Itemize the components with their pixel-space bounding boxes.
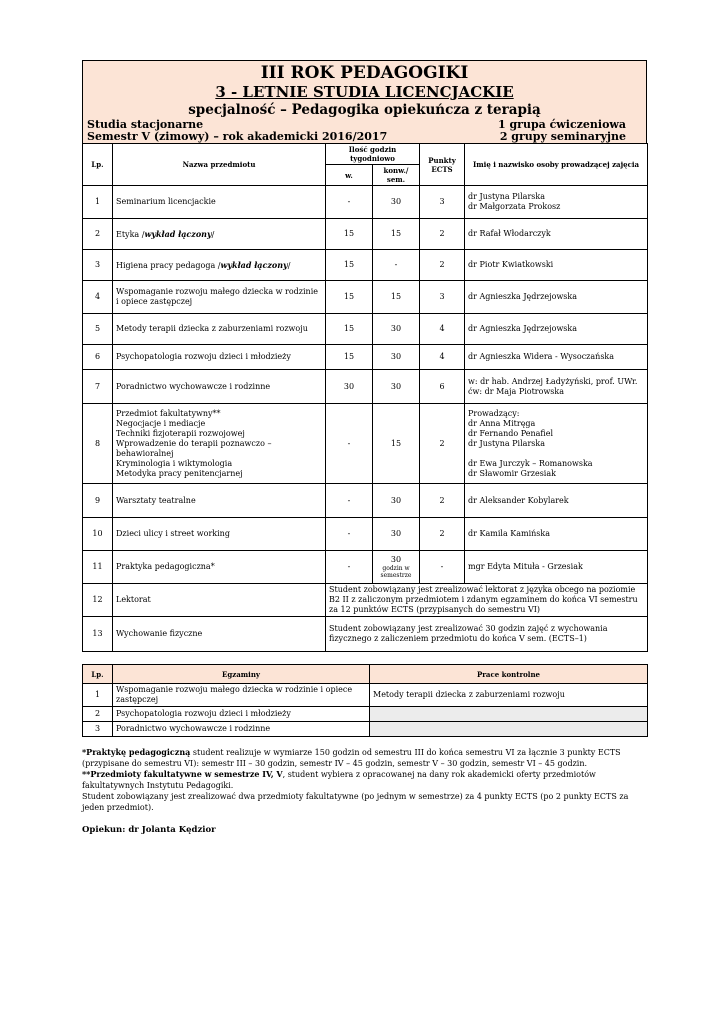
col-konw: konw./ sem.	[373, 165, 420, 186]
row-subject: Lektorat	[113, 584, 326, 617]
row-w: -	[326, 484, 373, 518]
konw-value: 30	[390, 529, 402, 538]
row-ects: 3	[420, 281, 465, 314]
table-row	[83, 617, 648, 652]
subject-suffix: /	[211, 229, 215, 239]
row-teacher: dr Rafał Włodarczyk	[465, 219, 648, 250]
work-name: Metody terapii dziecka z zaburzeniami rozwoju	[370, 684, 648, 707]
row-subject: Wychowanie fizyczne	[113, 617, 326, 652]
row-konw	[373, 518, 420, 551]
subject-lecture-note: wykład łączony	[144, 228, 212, 239]
specialty-title: specjalność – Pedagogika opiekuńcza z terapią	[188, 102, 541, 118]
title-block	[82, 60, 647, 143]
row-teacher: dr Agnieszka Jędrzejowska	[465, 281, 648, 314]
row-subject	[113, 219, 326, 250]
col-teacher: Imię i nazwisko osoby prowadzącej zajęcia	[465, 144, 648, 186]
row-lp: 10	[83, 518, 113, 551]
row-teacher: dr Kamila Kamińska	[465, 518, 648, 551]
supervisor: Opiekun: dr Jolanta Kędzior	[82, 825, 216, 835]
note-electives: **Przedmioty fakultatywne w semestrze IV, V, student wybiera z opracowanej na dany rok akademicki oferty przedmiotów fakultatywnych Instytutu Pedagogiki.	[82, 769, 596, 790]
page-title: III ROK PEDAGOGIKI	[260, 63, 469, 83]
row-ects: 2	[420, 219, 465, 250]
table-row	[83, 370, 648, 404]
row-teacher: mgr Edyta Mituła - Grzesiak	[465, 551, 648, 584]
work-name	[370, 707, 648, 722]
row-w: 15	[326, 250, 373, 281]
row-teacher: dr Aleksander Kobylarek	[465, 484, 648, 518]
table-row	[83, 250, 648, 281]
row-ects: 3	[420, 186, 465, 219]
schedule-table	[82, 143, 648, 652]
col-hours: Ilość godzin tygodniowo	[326, 144, 420, 165]
row-teacher: Prowadzący: dr Anna Mitręga dr Fernando Penafiel dr Justyna Pilarska dr Ewa Jurczyk – Romanowska dr Sławomir Grzesiak	[465, 404, 648, 484]
row-konw	[373, 551, 420, 584]
exam-col-exams: Egzaminy	[113, 665, 370, 684]
row-konw	[373, 345, 420, 370]
row-ects: 2	[420, 518, 465, 551]
row-ects: 4	[420, 345, 465, 370]
row-lp: 5	[83, 314, 113, 345]
table-row	[83, 584, 648, 617]
table-row	[83, 219, 648, 250]
row-konw	[373, 484, 420, 518]
row-ects: 2	[420, 250, 465, 281]
row-lp: 8	[83, 404, 113, 484]
table-row	[83, 314, 648, 345]
row-subject: Warsztaty teatralne	[113, 484, 326, 518]
row-w: -	[326, 186, 373, 219]
konw-value: -	[394, 260, 398, 269]
groups-seminar: 2 grupy seminaryjne	[499, 130, 626, 143]
col-lp: Lp.	[83, 144, 113, 186]
row-teacher: w: dr hab. Andrzej Ładyżyński, prof. UWr. ćw: dr Maja Piotrowska	[465, 370, 648, 404]
row-ects: 6	[420, 370, 465, 404]
row-subject: Wspomaganie rozwoju małego dziecka w rodzinie i opiece zastępczej	[113, 281, 326, 314]
exam-lp: 2	[83, 707, 113, 722]
subject-text: Higiena pracy pedagoga /	[116, 260, 221, 270]
row-ects: 2	[420, 484, 465, 518]
semester-label: Semestr V (zimowy) – rok akademicki 2016/2017	[87, 130, 388, 143]
row-w: 15	[326, 219, 373, 250]
konw-value: 30	[390, 324, 402, 333]
row-ects: 4	[420, 314, 465, 345]
row-teacher: dr Justyna Pilarska dr Małgorzata Prokosz	[465, 186, 648, 219]
row-lp: 12	[83, 584, 113, 617]
subject-lecture-note: wykład łączony	[220, 259, 288, 270]
row-subject: Praktyka pedagogiczna*	[113, 551, 326, 584]
exam-row	[83, 722, 648, 737]
row-lp: 11	[83, 551, 113, 584]
exam-row	[83, 684, 648, 707]
row-subject: Metody terapii dziecka z zaburzeniami rozwoju	[113, 314, 326, 345]
row-subject: Przedmiot fakultatywny** Negocjacje i mediacje Techniki fizjoterapii rozwojowej Wprowadzenie do terapii poznawczo – behawioralnej Kryminologia i wiktymologia Metodyka pracy penitencjarnej	[113, 404, 326, 484]
exam-name: Psychopatologia rozwoju dzieci i młodzieży	[113, 707, 370, 722]
exam-lp: 3	[83, 722, 113, 737]
konw-value: 15	[390, 438, 402, 448]
row-subject	[113, 250, 326, 281]
row-lp: 7	[83, 370, 113, 404]
row-subject: Seminarium licencjackie	[113, 186, 326, 219]
groups-exercise: 1 grupa ćwiczeniowa	[497, 118, 626, 131]
row-konw	[373, 219, 420, 250]
row-konw	[373, 314, 420, 345]
table-row	[83, 186, 648, 219]
col-w: w.	[326, 165, 373, 186]
konw-value: 30	[390, 352, 402, 361]
subject-suffix: /	[287, 260, 291, 270]
row-konw	[373, 370, 420, 404]
exam-col-works: Prace kontrolne	[370, 665, 648, 684]
row-teacher: dr Agnieszka Jędrzejowska	[465, 314, 648, 345]
row-konw	[373, 404, 420, 484]
exam-col-lp: Lp.	[83, 665, 113, 684]
konw-value: 15	[390, 229, 402, 238]
row-w: 15	[326, 314, 373, 345]
row-subject: Dzieci ulicy i street working	[113, 518, 326, 551]
row-lp: 6	[83, 345, 113, 370]
row-w: 30	[326, 370, 373, 404]
row-teacher: dr Piotr Kwiatkowski	[465, 250, 648, 281]
table-row	[83, 404, 648, 484]
semester-row	[87, 131, 642, 143]
row-lp: 3	[83, 250, 113, 281]
row-w: 15	[326, 281, 373, 314]
row-lp: 2	[83, 219, 113, 250]
exam-lp: 1	[83, 684, 113, 707]
row-w: 15	[326, 345, 373, 370]
col-subject: Nazwa przedmiotu	[113, 144, 326, 186]
table-row	[83, 345, 648, 370]
konw-value: 30	[390, 495, 402, 505]
row-lp: 1	[83, 186, 113, 219]
row-subject: Psychopatologia rozwoju dzieci i młodzieży	[113, 345, 326, 370]
konw-value: 30	[390, 381, 402, 391]
row-konw	[373, 250, 420, 281]
row-lp: 9	[83, 484, 113, 518]
row-konw	[373, 186, 420, 219]
footnotes	[82, 747, 647, 813]
table-row	[83, 518, 648, 551]
document-page	[82, 60, 647, 835]
exam-table	[82, 664, 648, 737]
exam-row	[83, 707, 648, 722]
exam-name: Poradnictwo wychowawcze i rodzinne	[113, 722, 370, 737]
row-ects: 2	[420, 404, 465, 484]
row-w: -	[326, 518, 373, 551]
konw-unit: godzin w semestrze	[380, 565, 412, 579]
subject-text: Etyka /	[116, 229, 145, 239]
table-row	[83, 484, 648, 518]
col-ects: Punkty ECTS	[420, 144, 465, 186]
konw-value: 30	[390, 197, 402, 206]
konw-value: 15	[390, 292, 402, 301]
row-w: -	[326, 551, 373, 584]
program-subtitle: 3 - LETNIE STUDIA LICENCJACKIE	[215, 83, 514, 101]
row-subject: Poradnictwo wychowawcze i rodzinne	[113, 370, 326, 404]
row-ects: -	[420, 551, 465, 584]
row-teacher: dr Agnieszka Widera - Wysoczańska	[465, 345, 648, 370]
row-requirement: Student zobowiązany jest zrealizować lektorat z języka obcego na poziomie B2 II z zaliczonym przedmiotem i zdanym egzaminem do końca VI semestru za 12 punktów ECTS (przypisanych do semestru VI)	[326, 584, 648, 617]
work-name	[370, 722, 648, 737]
row-konw	[373, 281, 420, 314]
note-practice: *Praktykę pedagogiczną student realizuje w wymiarze 150 godzin od semestru III do końca semestru VI za łącznie 3 punkty ECTS (przypisane do semestru VI): semestr III – 30 godzin, semestr IV – 45 godzin, semestr V – 30 godzin, semestr VI – 45 godzin.	[82, 747, 621, 768]
row-lp: 4	[83, 281, 113, 314]
exam-name: Wspomaganie rozwoju małego dziecka w rodzinie i opiece zastępczej	[113, 684, 370, 707]
row-lp: 13	[83, 617, 113, 652]
table-row	[83, 281, 648, 314]
konw-value: 30	[390, 555, 402, 564]
note-electives-count: Student zobowiązany jest zrealizować dwa przedmioty fakultatywne (po jednym w semestrze) za 4 punkty ECTS (po 2 punkty ECTS za jeden przedmiot).	[82, 792, 629, 812]
row-w: -	[326, 404, 373, 484]
row-requirement: Student zobowiązany jest zrealizować 30 godzin zajęć z wychowania fizycznego z zaliczeniem przedmiotu do końca V sem. (ECTS–1)	[326, 617, 648, 652]
study-mode: Studia stacjonarne	[87, 118, 204, 131]
table-row	[83, 551, 648, 584]
